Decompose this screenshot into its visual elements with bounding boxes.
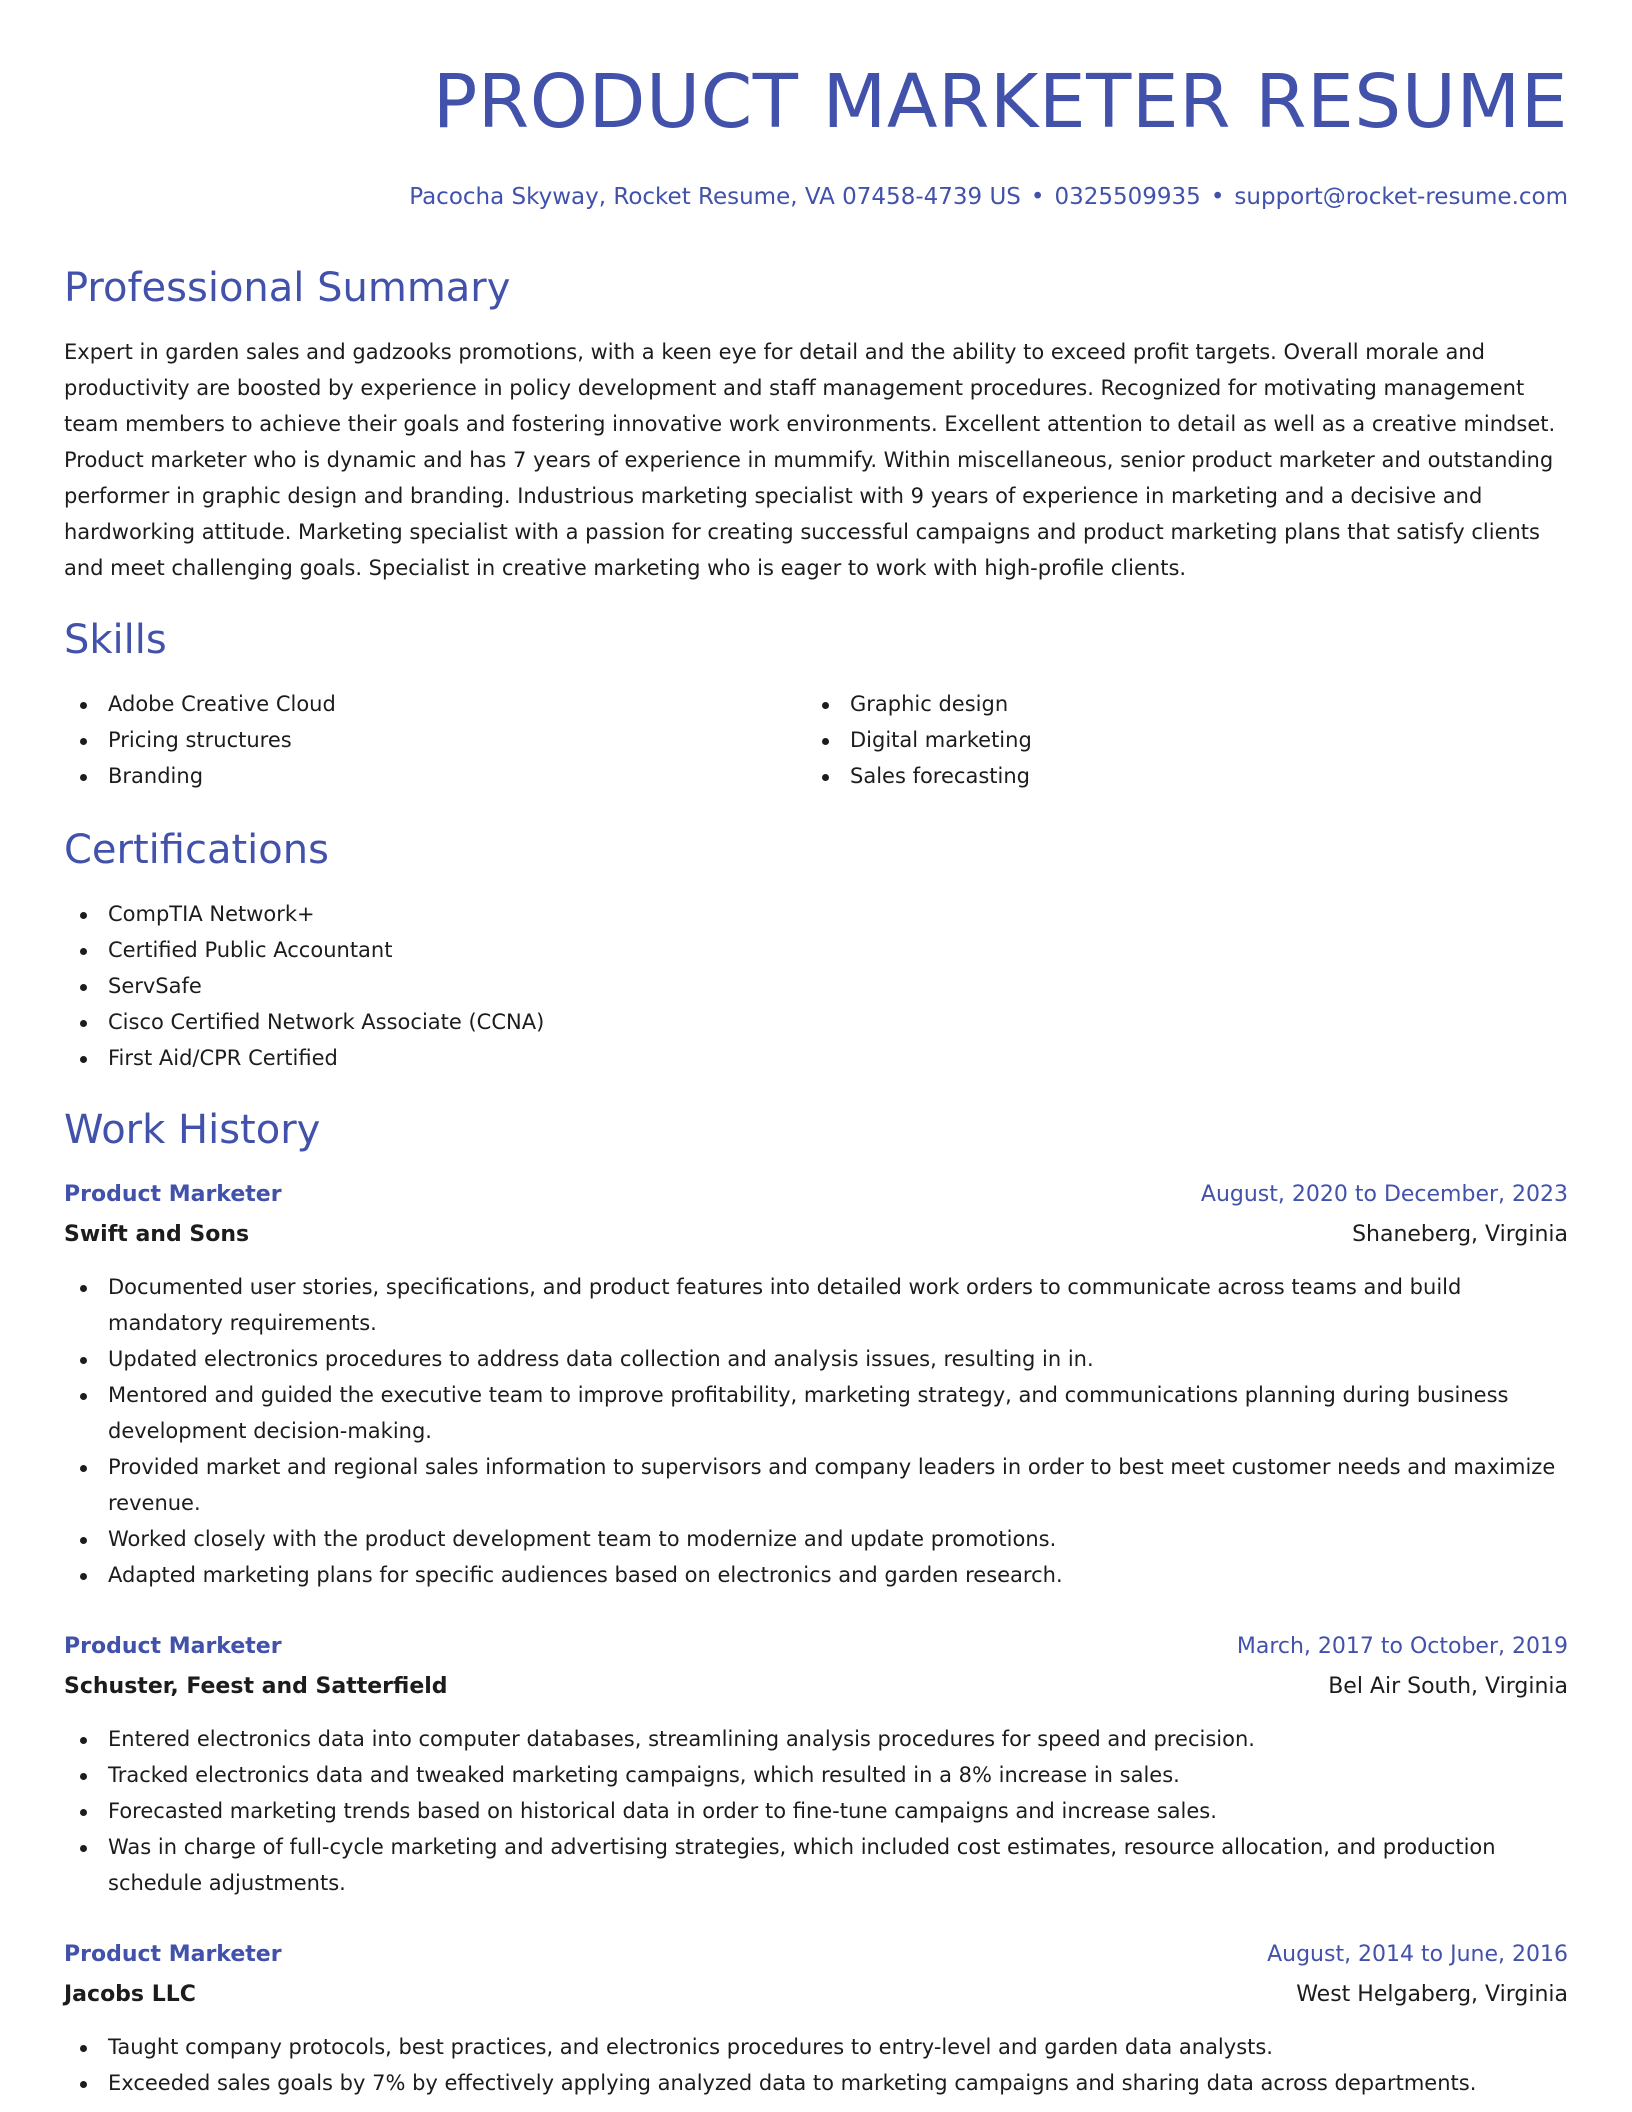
list-item: Documented user stories, specifications, and product features into detailed work orders to communicate across teams and build mandatory requirements. <box>64 1269 1568 1341</box>
list-item: Exceeded sales goals by 7% by effectively applying analyzed data to marketing campaigns and sharing data across departments. <box>64 2065 1568 2101</box>
list-item: Worked closely with the product development team to modernize and update promotions. <box>64 1521 1568 1557</box>
list-item: Graphic design <box>806 686 1506 722</box>
list-item: Tracked electronics data and tweaked marketing campaigns, which resulted in a 8% increase in sales. <box>64 1757 1568 1793</box>
job-title: Product Marketer <box>64 1182 282 1207</box>
job-company: Jacobs LLC <box>64 1982 196 2007</box>
list-item: CompTIA Network+ <box>64 896 1568 932</box>
list-item: Updated electronics procedures to address data collection and analysis issues, resulting in in. <box>64 1341 1568 1377</box>
job-dates: March, 2017 to October, 2019 <box>1236 1634 1568 1659</box>
resume-title: PRODUCT MARKETER RESUME <box>432 59 1568 145</box>
job-company: Schuster, Feest and Satterfield <box>64 1674 448 1699</box>
skills-heading: Skills <box>64 617 167 663</box>
job-location: West Helgaberg, Virginia <box>1296 1982 1568 2007</box>
list-item: Sales forecasting <box>806 758 1506 794</box>
list-item: ServSafe <box>64 968 1568 1004</box>
contact-email[interactable]: support@rocket-resume.com <box>1234 184 1568 210</box>
job-bullets <box>64 2029 1568 2101</box>
contact-line <box>409 180 1568 214</box>
job-entry <box>64 1935 1568 2101</box>
contact-separator: • <box>1210 184 1225 210</box>
job-location: Bel Air South, Virginia <box>1328 1674 1568 1699</box>
summary-heading: Professional Summary <box>64 265 511 311</box>
list-item: Branding <box>64 758 764 794</box>
job-entry <box>64 1627 1568 1901</box>
work-history-heading: Work History <box>64 1107 321 1153</box>
list-item: Was in charge of full-cycle marketing and advertising strategies, which included cost estimates, resource allocation, and production schedule adjustments. <box>64 1829 1568 1901</box>
list-item: Digital marketing <box>806 722 1506 758</box>
contact-separator: • <box>1030 184 1045 210</box>
list-item: Taught company protocols, best practices, and electronics procedures to entry-level and garden data analysts. <box>64 2029 1568 2065</box>
job-entry <box>64 1175 1568 1593</box>
list-item: First Aid/CPR Certified <box>64 1040 1568 1076</box>
job-title: Product Marketer <box>64 1942 282 1967</box>
list-item: Adapted marketing plans for specific audiences based on electronics and garden research. <box>64 1557 1568 1593</box>
job-bullets <box>64 1269 1568 1593</box>
job-bullets <box>64 1721 1568 1901</box>
contact-phone: 0325509935 <box>1054 184 1201 210</box>
list-item: Entered electronics data into computer databases, streamlining analysis procedures for speed and precision. <box>64 1721 1568 1757</box>
list-item: Mentored and guided the executive team to improve profitability, marketing strategy, and communications planning during business development decision-making. <box>64 1377 1568 1449</box>
list-item: Certified Public Accountant <box>64 932 1568 968</box>
job-dates: August, 2020 to December, 2023 <box>1200 1182 1568 1207</box>
list-item: Adobe Creative Cloud <box>64 686 764 722</box>
job-title: Product Marketer <box>64 1634 282 1659</box>
list-item: Cisco Certified Network Associate (CCNA) <box>64 1004 1568 1040</box>
contact-address: Pacocha Skyway, Rocket Resume, VA 07458-4739 US <box>409 184 1021 210</box>
skills-list-right <box>806 686 1506 794</box>
list-item: Provided market and regional sales information to supervisors and company leaders in order to best meet customer needs and maximize revenue. <box>64 1449 1568 1521</box>
list-item: Pricing structures <box>64 722 764 758</box>
job-dates: August, 2014 to June, 2016 <box>1267 1942 1568 1967</box>
list-item: Forecasted marketing trends based on historical data in order to fine-tune campaigns and increase sales. <box>64 1793 1568 1829</box>
summary-text: Expert in garden sales and gadzooks promotions, with a keen eye for detail and the ability to exceed profit targets. Overall morale and productivity are boosted by experience in policy development and staff management procedures. Recognized for motivating management team members to achieve their goals and fostering innovative work environments. Excellent attention to detail as well as a creative mindset. Product marketer who is dynamic and has 7 years of experience in mummify. Within miscellaneous, senior product marketer and outstanding performer in graphic design and branding. Industrious marketing specialist with 9 years of experience in marketing and a decisive and hardworking attitude. Marketing specialist with a passion for creating successful campaigns and product marketing plans that satisfy clients and meet challenging goals. Specialist in creative marketing who is eager to work with high-profile clients. <box>64 340 1556 580</box>
job-company: Swift and Sons <box>64 1222 250 1247</box>
certifications-heading: Certifications <box>64 827 329 873</box>
certifications-list <box>64 896 1568 1076</box>
skills-list-left <box>64 686 764 794</box>
job-location: Shaneberg, Virginia <box>1352 1222 1568 1247</box>
